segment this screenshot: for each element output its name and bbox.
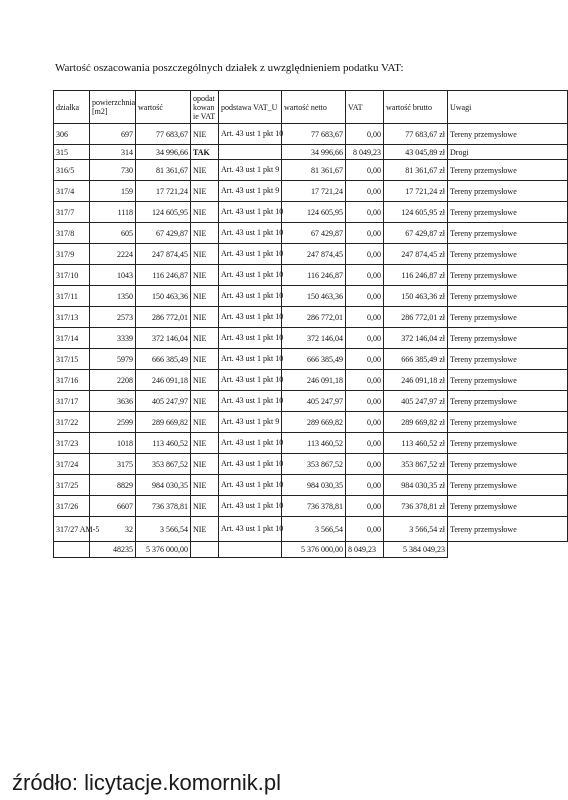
cell-vat: 0,00 [346,124,384,145]
cell-vat: 0,00 [346,244,384,265]
total-gross: 5 384 049,23 [384,542,448,558]
col-header-vat: VAT [346,91,384,124]
cell-wartosc: 67 429,87 [136,223,191,244]
cell-brutto: 286 772,01 zł [384,307,448,328]
cell-wartosc: 372 146,04 [136,328,191,349]
cell-dzialka: 317/22 [54,412,90,433]
cell-wartosc: 77 683,67 [136,124,191,145]
table-row [54,202,568,223]
cell-dzialka: 317/14 [54,328,90,349]
cell-podstawa: Art. 43 ust 1 pkt 9 [219,412,282,433]
cell-dzialka: 306 [54,124,90,145]
cell-uwagi: Drogi [448,145,568,160]
cell-brutto: 666 385,49 zł [384,349,448,370]
cell-uwagi: Tereny przemysłowe [448,370,568,391]
cell-wartosc: 289 669,82 [136,412,191,433]
table-row [54,181,568,202]
cell-dzialka: 317/17 [54,391,90,412]
cell-powierzchnia: 3636 [90,391,136,412]
cell-dzialka: 317/10 [54,265,90,286]
cell-vat: 0,00 [346,202,384,223]
cell-netto: 17 721,24 [282,181,346,202]
cell-netto: 286 772,01 [282,307,346,328]
cell-netto: 3 566,54 [282,517,346,542]
cell-netto: 736 378,81 [282,496,346,517]
table-row [54,370,568,391]
cell-powierzchnia: 314 [90,145,136,160]
cell-netto: 116 246,87 [282,265,346,286]
cell-powierzchnia: 3339 [90,328,136,349]
cell-opodatkowanie: NIE [191,454,219,475]
cell-uwagi: Tereny przemysłowe [448,181,568,202]
cell-podstawa: Art. 43 ust 1 pkt 10 [219,391,282,412]
cell-netto: 289 669,82 [282,412,346,433]
cell-podstawa: Art. 43 ust 1 pkt 10 [219,475,282,496]
cell-powierzchnia: 2224 [90,244,136,265]
cell-podstawa: Art. 43 ust 1 pkt 10 [219,124,282,145]
cell-wartosc: 113 460,52 [136,433,191,454]
table-row [54,307,568,328]
cell-dzialka: 317/25 [54,475,90,496]
cell-brutto: 43 045,89 zł [384,145,448,160]
source-caption: źródło: licytacje.komornik.pl [12,770,281,795]
totals-empty [448,542,568,558]
totals-empty [219,542,282,558]
cell-opodatkowanie: NIE [191,391,219,412]
cell-dzialka: 317/7 [54,202,90,223]
cell-powierzchnia: 1118 [90,202,136,223]
cell-brutto: 246 091,18 zł [384,370,448,391]
cell-vat: 0,00 [346,454,384,475]
cell-dzialka: 317/11 [54,286,90,307]
cell-opodatkowanie: TAK [191,145,219,160]
cell-brutto: 3 566,54 zł [384,517,448,542]
cell-opodatkowanie: NIE [191,160,219,181]
col-header-powierzchnia: powierzchnia [m2] [90,91,136,124]
cell-netto: 246 091,18 [282,370,346,391]
cell-brutto: 113 460,52 zł [384,433,448,454]
cell-wartosc: 81 361,67 [136,160,191,181]
cell-wartosc: 34 996,66 [136,145,191,160]
cell-powierzchnia: 6607 [90,496,136,517]
cell-uwagi: Tereny przemysłowe [448,475,568,496]
cell-podstawa: Art. 43 ust 1 pkt 10 [219,328,282,349]
table-row [54,517,568,542]
cell-brutto: 984 030,35 zł [384,475,448,496]
col-header-wartosc: wartość [136,91,191,124]
cell-vat: 0,00 [346,475,384,496]
cell-wartosc: 286 772,01 [136,307,191,328]
cell-wartosc: 984 030,35 [136,475,191,496]
cell-dzialka: 317/24 [54,454,90,475]
col-header-dzialka: działka [54,91,90,124]
cell-powierzchnia: 5979 [90,349,136,370]
cell-netto: 81 361,67 [282,160,346,181]
cell-opodatkowanie: NIE [191,517,219,542]
cell-wartosc: 666 385,49 [136,349,191,370]
cell-vat: 0,00 [346,496,384,517]
cell-powierzchnia: 2573 [90,307,136,328]
valuation-table [53,90,568,558]
cell-opodatkowanie: NIE [191,124,219,145]
cell-dzialka: 317/16 [54,370,90,391]
col-header-uwagi: Uwagi [448,91,568,124]
cell-vat: 0,00 [346,181,384,202]
cell-netto: 984 030,35 [282,475,346,496]
cell-podstawa: Art. 43 ust 1 pkt 10 [219,265,282,286]
table-row [54,328,568,349]
page-title: Wartość oszacowania poszczególnych działek z uwzględnieniem podatku VAT: [55,62,404,74]
cell-dzialka: 317/23 [54,433,90,454]
table-row [54,160,568,181]
cell-uwagi: Tereny przemysłowe [448,328,568,349]
cell-vat: 0,00 [346,286,384,307]
cell-uwagi: Tereny przemysłowe [448,454,568,475]
cell-brutto: 67 429,87 zł [384,223,448,244]
table-row [54,454,568,475]
table-row [54,145,568,160]
cell-podstawa: Art. 43 ust 1 pkt 9 [219,160,282,181]
cell-uwagi: Tereny przemysłowe [448,433,568,454]
totals-empty [191,542,219,558]
cell-opodatkowanie: NIE [191,475,219,496]
cell-podstawa [219,145,282,160]
table-row [54,412,568,433]
cell-wartosc: 353 867,52 [136,454,191,475]
cell-vat: 0,00 [346,307,384,328]
cell-vat: 0,00 [346,223,384,244]
total-vat: 8 049,23 [346,542,384,558]
cell-dzialka: 317/26 [54,496,90,517]
cell-uwagi: Tereny przemysłowe [448,307,568,328]
cell-netto: 150 463,36 [282,286,346,307]
table-row [54,244,568,265]
col-header-brutto: wartość brutto [384,91,448,124]
cell-vat: 0,00 [346,349,384,370]
cell-brutto: 289 669,82 zł [384,412,448,433]
cell-wartosc: 246 091,18 [136,370,191,391]
cell-netto: 124 605,95 [282,202,346,223]
cell-brutto: 353 867,52 zł [384,454,448,475]
cell-opodatkowanie: NIE [191,328,219,349]
cell-opodatkowanie: NIE [191,349,219,370]
cell-powierzchnia: 1043 [90,265,136,286]
total-area: 48235 [90,542,136,558]
cell-netto: 67 429,87 [282,223,346,244]
cell-netto: 34 996,66 [282,145,346,160]
cell-netto: 77 683,67 [282,124,346,145]
cell-vat: 0,00 [346,517,384,542]
cell-netto: 247 874,45 [282,244,346,265]
cell-netto: 372 146,04 [282,328,346,349]
cell-podstawa: Art. 43 ust 1 pkt 10 [219,307,282,328]
cell-wartosc: 150 463,36 [136,286,191,307]
cell-brutto: 124 605,95 zł [384,202,448,223]
cell-vat: 0,00 [346,412,384,433]
cell-opodatkowanie: NIE [191,265,219,286]
cell-brutto: 81 361,67 zł [384,160,448,181]
cell-opodatkowanie: NIE [191,244,219,265]
table-row [54,349,568,370]
cell-podstawa: Art. 43 ust 1 pkt 10 [219,286,282,307]
cell-dzialka: 317/8 [54,223,90,244]
cell-netto: 113 460,52 [282,433,346,454]
cell-vat: 8 049,23 [346,145,384,160]
cell-podstawa: Art. 43 ust 1 pkt 10 [219,223,282,244]
cell-opodatkowanie: NIE [191,181,219,202]
table-row [54,124,568,145]
table-row [54,496,568,517]
cell-brutto: 736 378,81 zł [384,496,448,517]
cell-uwagi: Tereny przemysłowe [448,412,568,433]
cell-vat: 0,00 [346,370,384,391]
cell-brutto: 77 683,67 zł [384,124,448,145]
cell-powierzchnia: 2208 [90,370,136,391]
cell-powierzchnia: 605 [90,223,136,244]
cell-uwagi: Tereny przemysłowe [448,517,568,542]
total-net: 5 376 000,00 [282,542,346,558]
cell-opodatkowanie: NIE [191,202,219,223]
cell-wartosc: 405 247,97 [136,391,191,412]
totals-row [54,542,568,558]
cell-vat: 0,00 [346,160,384,181]
cell-dzialka: 316/5 [54,160,90,181]
col-header-podstawa: podstawa VAT_U [219,91,282,124]
cell-vat: 0,00 [346,328,384,349]
cell-uwagi: Tereny przemysłowe [448,496,568,517]
col-header-netto: wartość netto [282,91,346,124]
cell-dzialka: 317/9 [54,244,90,265]
cell-netto: 405 247,97 [282,391,346,412]
cell-powierzchnia: 730 [90,160,136,181]
cell-podstawa: Art. 43 ust 1 pkt 10 [219,433,282,454]
cell-podstawa: Art. 43 ust 1 pkt 10 [219,454,282,475]
cell-dzialka: 317/15 [54,349,90,370]
cell-podstawa: Art. 43 ust 1 pkt 10 [219,349,282,370]
cell-podstawa: Art. 43 ust 1 pkt 10 [219,202,282,223]
table-row [54,286,568,307]
totals-empty [54,542,90,558]
cell-opodatkowanie: NIE [191,223,219,244]
cell-brutto: 247 874,45 zł [384,244,448,265]
cell-brutto: 372 146,04 zł [384,328,448,349]
cell-powierzchnia: 32 [90,517,136,542]
cell-vat: 0,00 [346,391,384,412]
cell-podstawa: Art. 43 ust 1 pkt 9 [219,181,282,202]
cell-uwagi: Tereny przemysłowe [448,202,568,223]
cell-uwagi: Tereny przemysłowe [448,244,568,265]
table-row [54,265,568,286]
cell-opodatkowanie: NIE [191,496,219,517]
cell-wartosc: 124 605,95 [136,202,191,223]
table-row [54,433,568,454]
cell-powierzchnia: 697 [90,124,136,145]
cell-brutto: 116 246,87 zł [384,265,448,286]
cell-powierzchnia: 1350 [90,286,136,307]
table-header-row [54,91,568,124]
cell-wartosc: 247 874,45 [136,244,191,265]
cell-podstawa: Art. 43 ust 1 pkt 10 [219,244,282,265]
cell-opodatkowanie: NIE [191,286,219,307]
total-value: 5 376 000,00 [136,542,191,558]
cell-podstawa: Art. 43 ust 1 pkt 10 [219,370,282,391]
cell-powierzchnia: 159 [90,181,136,202]
cell-wartosc: 736 378,81 [136,496,191,517]
cell-powierzchnia: 2599 [90,412,136,433]
cell-vat: 0,00 [346,265,384,286]
cell-brutto: 17 721,24 zł [384,181,448,202]
cell-uwagi: Tereny przemysłowe [448,286,568,307]
cell-opodatkowanie: NIE [191,412,219,433]
cell-vat: 0,00 [346,433,384,454]
cell-uwagi: Tereny przemysłowe [448,265,568,286]
cell-powierzchnia: 3175 [90,454,136,475]
col-header-opodatkowanie: opodatkowanie VAT [191,91,219,124]
cell-wartosc: 3 566,54 [136,517,191,542]
cell-uwagi: Tereny przemysłowe [448,160,568,181]
cell-podstawa: Art. 43 ust 1 pkt 10 [219,496,282,517]
cell-opodatkowanie: NIE [191,370,219,391]
cell-powierzchnia: 8829 [90,475,136,496]
cell-uwagi: Tereny przemysłowe [448,391,568,412]
cell-wartosc: 116 246,87 [136,265,191,286]
cell-uwagi: Tereny przemysłowe [448,223,568,244]
cell-brutto: 405 247,97 zł [384,391,448,412]
cell-dzialka: 317/4 [54,181,90,202]
cell-brutto: 150 463,36 zł [384,286,448,307]
cell-netto: 666 385,49 [282,349,346,370]
cell-dzialka: 315 [54,145,90,160]
cell-wartosc: 17 721,24 [136,181,191,202]
cell-powierzchnia: 1018 [90,433,136,454]
cell-uwagi: Tereny przemysłowe [448,349,568,370]
table-row [54,475,568,496]
table-row [54,391,568,412]
cell-dzialka: 317/13 [54,307,90,328]
cell-opodatkowanie: NIE [191,307,219,328]
cell-uwagi: Tereny przemysłowe [448,124,568,145]
cell-opodatkowanie: NIE [191,433,219,454]
cell-dzialka: 317/27 AM-5 [54,517,90,542]
cell-netto: 353 867,52 [282,454,346,475]
cell-podstawa: Art. 43 ust 1 pkt 10 [219,517,282,542]
table-row [54,223,568,244]
